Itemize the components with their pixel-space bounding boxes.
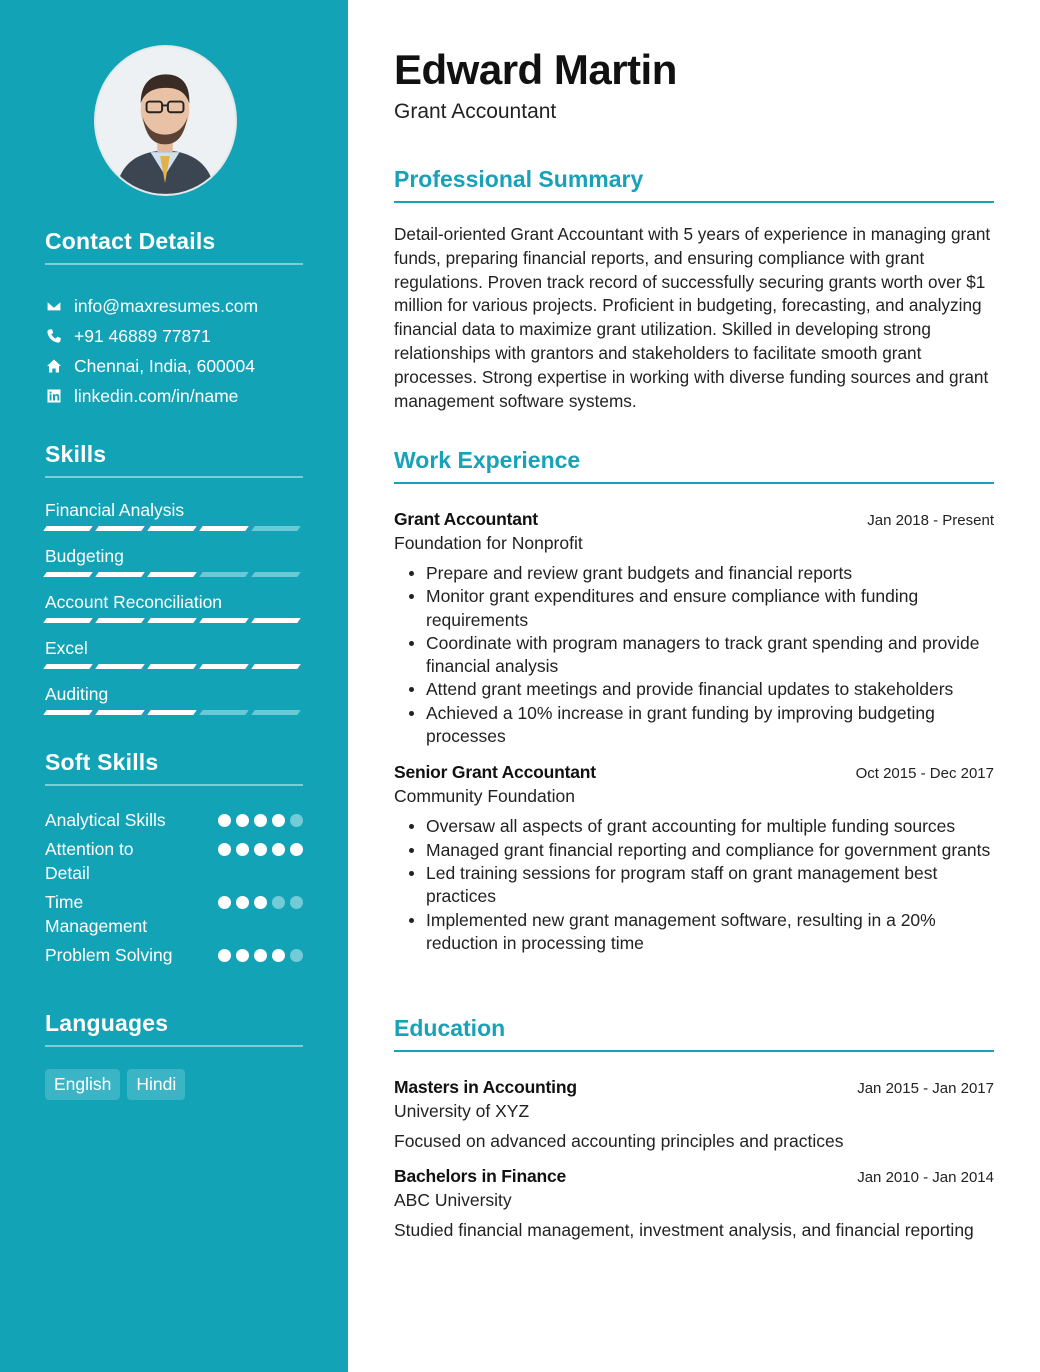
soft-skill-rating	[218, 814, 303, 827]
rating-dot	[218, 843, 231, 856]
soft-skill-name: Time Management	[45, 892, 148, 936]
skill-name: Financial Analysis	[45, 500, 185, 520]
soft-skill-rating	[218, 949, 303, 962]
skill-segment	[95, 664, 145, 669]
soft-skill-name: Attention to Detail	[45, 839, 134, 883]
skill-level-bar	[45, 710, 303, 715]
contact-heading: Contact Details	[45, 228, 303, 265]
job-title: Senior Grant Accountant	[394, 762, 596, 783]
job-bullet: Prepare and review grant budgets and financial reports	[406, 562, 994, 585]
skill-segment	[199, 664, 249, 669]
skill-name: Excel	[45, 638, 88, 658]
languages-heading: Languages	[45, 1010, 303, 1047]
rating-dot	[290, 896, 303, 909]
soft-skill-name: Problem Solving	[45, 945, 173, 965]
linkedin-icon	[45, 387, 63, 405]
soft-skill-item	[45, 943, 303, 967]
soft-skill-rating	[218, 843, 303, 856]
skill-name: Account Reconciliation	[45, 592, 223, 612]
soft-skill-name: Analytical Skills	[45, 810, 166, 830]
profile-photo-image	[96, 47, 235, 194]
contact-list	[45, 291, 303, 411]
home-icon	[45, 357, 63, 375]
skill-segment	[199, 572, 249, 577]
skill-segment	[199, 618, 249, 623]
rating-dot	[218, 896, 231, 909]
job-date: Oct 2015 - Dec 2017	[855, 765, 994, 783]
summary-heading: Professional Summary	[394, 166, 994, 203]
envelope-icon	[45, 297, 63, 315]
rating-dot	[218, 814, 231, 827]
rating-dot	[236, 843, 249, 856]
job-bullet: Managed grant financial reporting and compliance for government grants	[406, 839, 994, 862]
rating-dot	[290, 814, 303, 827]
skill-item	[45, 544, 303, 577]
skill-level-bar	[45, 618, 303, 623]
education-entry	[394, 1166, 994, 1241]
job-bullet: Coordinate with program managers to track grant spending and provide financial analysis	[406, 632, 994, 679]
job-date: Jan 2018 - Present	[867, 512, 994, 529]
rating-dot	[272, 896, 285, 909]
school-name: University of XYZ	[394, 1101, 530, 1121]
contact-email[interactable]	[45, 291, 303, 321]
job-bullet: Attend grant meetings and provide financial updates to stakeholders	[406, 678, 994, 701]
rating-dot	[272, 843, 285, 856]
skill-segment	[95, 526, 145, 531]
languages-section	[45, 1010, 303, 1100]
skill-segment	[251, 710, 301, 715]
skill-segment	[251, 618, 301, 623]
rating-dot	[290, 949, 303, 962]
job-bullet: Monitor grant expenditures and ensure compliance with funding requirements	[406, 585, 994, 632]
experience-section	[394, 447, 994, 955]
degree-title: Bachelors in Finance	[394, 1166, 567, 1186]
rating-dot	[272, 949, 285, 962]
language-tag: Hindi	[127, 1069, 185, 1100]
language-tag: English	[45, 1069, 120, 1100]
skill-segment	[251, 664, 301, 669]
degree-title: Masters in Accounting	[394, 1077, 577, 1097]
summary-text: Detail-oriented Grant Accountant with 5 years of experience in managing grant funds, preparing financial reports, and ensuring compliance with grant regulations. Proven track record of successfully securing grants worth over $1 million for various projects. Proficient in budgeting, forecasting, and analyzing financial data to maximize grant utilization. Skilled in developing strong relationships with grantors and stakeholders to facilitate smooth grant processes. Strong expertise in working with diverse funding sources and grant management software systems.	[394, 224, 991, 411]
skill-segment	[43, 572, 93, 577]
skill-segment	[147, 526, 197, 531]
candidate-title: Grant Accountant	[394, 100, 557, 123]
skill-segment	[43, 526, 93, 531]
skill-level-bar	[45, 572, 303, 577]
soft-skill-rating	[218, 896, 303, 909]
contact-linkedin[interactable]	[45, 381, 303, 411]
education-header	[394, 1077, 994, 1098]
contact-email-text: info@maxresumes.com	[74, 295, 259, 316]
education-header	[394, 1166, 994, 1187]
skill-segment	[43, 618, 93, 623]
skill-segment	[95, 572, 145, 577]
education-entry	[394, 1077, 994, 1152]
soft-skill-item	[45, 837, 303, 885]
job-header	[394, 509, 994, 530]
rating-dot	[254, 814, 267, 827]
job-organization: Foundation for Nonprofit	[394, 533, 583, 553]
school-name: ABC University	[394, 1190, 512, 1210]
summary-section	[394, 166, 994, 413]
skill-item	[45, 636, 303, 669]
contact-address-text: Chennai, India, 600004	[74, 355, 255, 376]
language-tags	[45, 1069, 303, 1100]
skill-segment	[251, 526, 301, 531]
rating-dot	[218, 949, 231, 962]
skill-segment	[147, 710, 197, 715]
skills-list	[45, 498, 303, 715]
job-bullet: Implemented new grant management software, resulting in a 20% reduction in processing time	[406, 909, 994, 956]
contact-phone[interactable]	[45, 321, 303, 351]
profile-photo	[94, 45, 237, 196]
skill-segment	[95, 618, 145, 623]
skill-segment	[147, 618, 197, 623]
skill-segment	[43, 664, 93, 669]
skills-heading: Skills	[45, 441, 303, 478]
education-section	[394, 1015, 994, 1241]
rating-dot	[290, 843, 303, 856]
soft-skills-section	[45, 749, 303, 967]
soft-skills-heading: Soft Skills	[45, 749, 303, 786]
education-date: Jan 2010 - Jan 2014	[857, 1169, 994, 1186]
job-bullets	[394, 562, 994, 748]
skill-segment	[251, 572, 301, 577]
rating-dot	[254, 896, 267, 909]
contact-linkedin-text: linkedin.com/in/name	[74, 385, 239, 406]
skill-segment	[147, 664, 197, 669]
skill-name: Auditing	[45, 684, 109, 704]
skill-level-bar	[45, 664, 303, 669]
job-organization: Community Foundation	[394, 786, 575, 807]
skills-section	[45, 441, 303, 728]
education-heading: Education	[394, 1015, 994, 1052]
skill-level-bar	[45, 526, 303, 531]
soft-skills-list	[45, 808, 303, 967]
rating-dot	[236, 949, 249, 962]
skill-segment	[147, 572, 197, 577]
skill-item	[45, 498, 303, 531]
phone-icon	[45, 327, 63, 345]
rating-dot	[254, 949, 267, 962]
skill-item	[45, 682, 303, 715]
rating-dot	[236, 896, 249, 909]
job-entry	[394, 762, 994, 955]
soft-skill-item	[45, 890, 303, 938]
education-description: Studied financial management, investment analysis, and financial reporting	[394, 1220, 974, 1240]
rating-dot	[254, 843, 267, 856]
skill-item	[45, 590, 303, 623]
job-entry	[394, 509, 994, 748]
rating-dot	[272, 814, 285, 827]
candidate-name: Edward Martin	[394, 46, 677, 93]
contact-section	[45, 228, 303, 411]
contact-phone-text: +91 46889 77871	[74, 325, 211, 346]
skill-name: Budgeting	[45, 546, 124, 566]
sidebar	[0, 0, 348, 1372]
skill-segment	[43, 710, 93, 715]
experience-heading: Work Experience	[394, 447, 994, 484]
job-bullets	[394, 815, 994, 955]
contact-address	[45, 351, 303, 381]
education-date: Jan 2015 - Jan 2017	[857, 1080, 994, 1097]
soft-skill-item	[45, 808, 303, 832]
job-bullet: Oversaw all aspects of grant accounting for multiple funding sources	[406, 815, 994, 838]
skill-segment	[199, 526, 249, 531]
job-title: Grant Accountant	[394, 509, 538, 529]
education-description: Focused on advanced accounting principles and practices	[394, 1131, 844, 1151]
job-header	[394, 762, 994, 783]
job-bullet: Achieved a 10% increase in grant funding by improving budgeting processes	[406, 702, 994, 749]
skill-segment	[199, 710, 249, 715]
skill-segment	[95, 710, 145, 715]
rating-dot	[236, 814, 249, 827]
job-bullet: Led training sessions for program staff on grant management best practices	[406, 862, 994, 909]
